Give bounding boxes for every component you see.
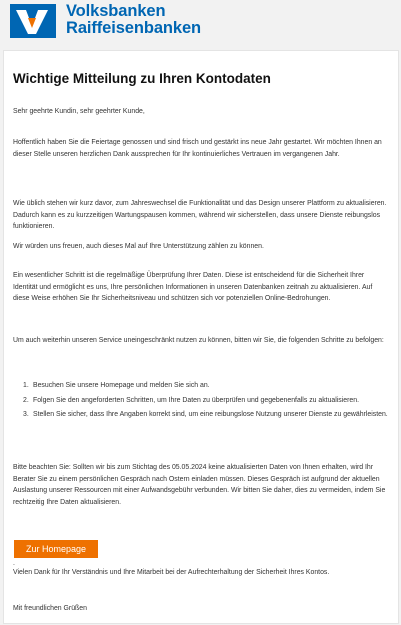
- paragraph-intro: Hoffentlich haben Sie die Feiertage genossen und sind frisch und gestärkt ins neue Jahr gestartet. Wir möchten Ihnen an dieser Stelle unseren herzlichen Dank aussprechen für Ihr kontinuierliches Vertrauen im vergangenen Jahr.: [13, 139, 382, 158]
- paragraph-thanks: Vielen Dank für Ihr Verständnis und Ihre Mitarbeit bei der Aufrechterhaltung der Sicherheit Ihres Kontos.: [13, 569, 330, 576]
- steps-list: [23, 381, 389, 425]
- step-item: [23, 396, 389, 407]
- closing: Mit freundlichen Grüßen: [13, 605, 87, 612]
- paragraph-steps-intro: Um auch weiterhin unseren Service uneingeschränkt nutzen zu können, bitten wir Sie, die folgenden Schritte zu befolgen:: [13, 337, 384, 344]
- homepage-button[interactable]: Zur Homepage: [14, 540, 98, 558]
- step-number: 3.: [23, 411, 29, 419]
- vr-bank-logo-icon: [10, 4, 56, 38]
- step-number: 1.: [23, 382, 29, 389]
- brand-line-2: Raiffeisenbanken: [66, 19, 202, 37]
- email-header: [0, 0, 401, 44]
- brand-line-1: Volksbanken: [66, 2, 166, 20]
- brand-name: [66, 3, 201, 37]
- greeting: Sehr geehrte Kundin, sehr geehrter Kunde,: [13, 108, 145, 115]
- step-number: 2.: [23, 396, 29, 404]
- paragraph-support: Wir würden uns freuen, auch dieses Mal auf Ihre Unterstützung zählen zu können.: [13, 243, 264, 250]
- paragraph-deadline: Bitte beachten Sie: Sollten wir bis zum Stichtag des 05.05.2024 keine aktualisierten Daten von Ihnen erhalten, wird Ihr Berater Sie zu einem persönlichen Gespräch nach Ostern einladen müssen. Dieses Gespräch ist aufgrund der aktuellen Auslastung unserer Ressourcen mit einer Aufwandsgebühr verbunden. Wir bitten Sie daher, dies zu vermeiden, indem Sie rechtzeitig Ihre Daten aktualisieren.: [13, 464, 386, 506]
- email-title: Wichtige Mitteilung zu Ihren Kontodaten: [13, 71, 271, 86]
- step-text: Besuchen Sie unsere Homepage und melden Sie sich an.: [33, 382, 210, 389]
- paragraph-data-check: Ein wesentlicher Schritt ist die regelmäßige Überprüfung Ihrer Daten. Diese ist entscheidend für die Sicherheit Ihrer Identität und ermöglicht es uns, Ihre persönlichen Informationen in unseren Datenbanken zeitnah zu aktualisieren. Auf diese Weise erhöhen Sie Ihr Sicherheitsniveau und schützen sich vor potenziellen Online-Bedrohungen.: [13, 272, 373, 303]
- step-item: [23, 381, 389, 392]
- step-text: Stellen Sie sicher, dass Ihre Angaben korrekt sind, um eine reibungslose Nutzung unserer Dienste zu gewährleisten.: [33, 411, 388, 419]
- step-item: [23, 410, 389, 421]
- dot-text: .: [13, 560, 15, 567]
- step-text: Folgen Sie den angeforderten Schritten, um Ihre Daten zu überprüfen und gegebenenfalls zu aktualisieren.: [33, 396, 359, 404]
- paragraph-maintenance: Wie üblich stehen wir kurz davor, zum Jahreswechsel die Funktionalität und das Design unserer Plattform zu aktualisieren. Dadurch kann es zu kurzzeitigen Wartungspausen kommen, während wir sicherstellen, dass unsere Dienste reibungslos funktionieren.: [13, 200, 387, 231]
